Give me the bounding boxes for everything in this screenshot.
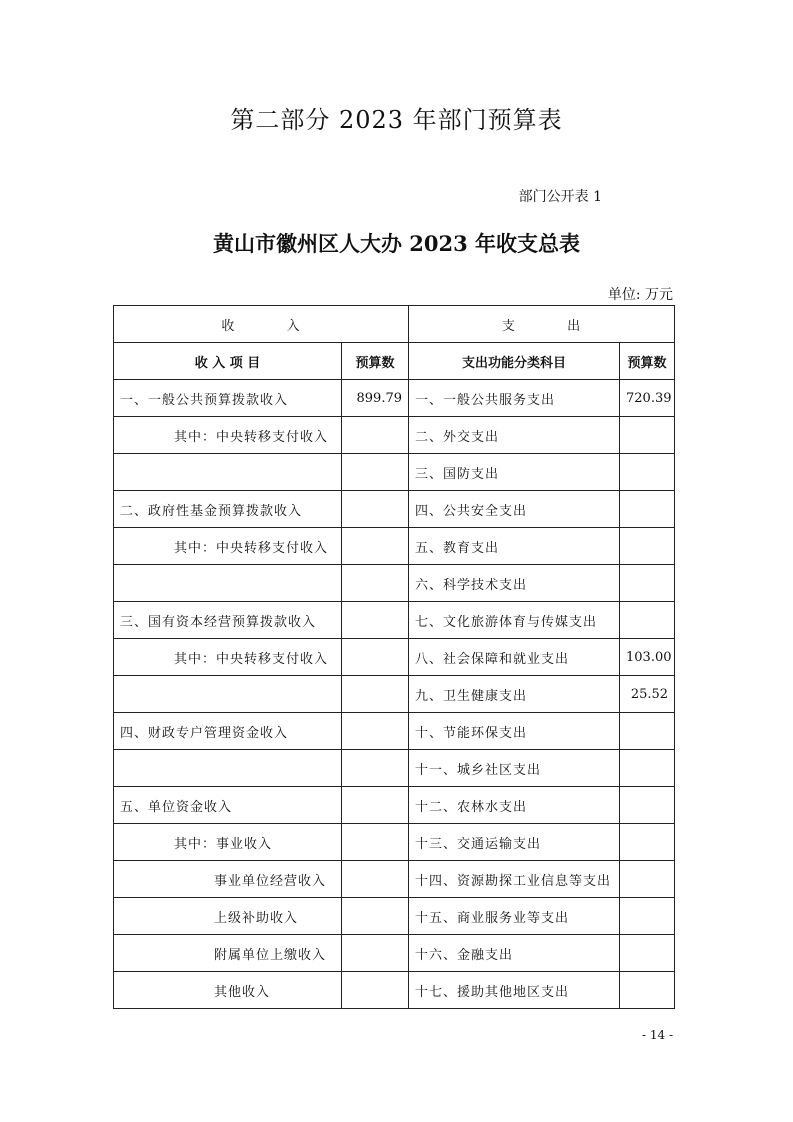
expense-amount-cell (620, 713, 675, 750)
table-row (114, 824, 675, 861)
income-item-cell: 其中：事业收入 (114, 824, 342, 861)
expense-item-cell: 四、公共安全支出 (409, 491, 620, 528)
expense-item-cell: 六、科学技术支出 (409, 565, 620, 602)
income-item-cell (114, 676, 342, 713)
income-amount-cell (342, 602, 409, 639)
part-title: 第二部分 2023 年部门预算表 (230, 106, 563, 134)
expense-amount-cell (620, 454, 675, 491)
table-row (114, 602, 675, 639)
expense-amount-cell (620, 417, 675, 454)
budget-summary-table (113, 305, 675, 1009)
income-amount-cell (342, 417, 409, 454)
income-item-cell (114, 750, 342, 787)
expense-item-cell: 十四、资源勘探工业信息等支出 (409, 861, 620, 898)
income-item-cell: 一、一般公共预算拨款收入 (114, 380, 342, 417)
income-item-cell: 三、国有资本经营预算拨款收入 (114, 602, 342, 639)
document-title: 黄山市徽州区人大办 2023 年收支总表 (212, 231, 581, 256)
table-row (114, 750, 675, 787)
income-item-cell: 五、单位资金收入 (114, 787, 342, 824)
income-amount-cell (342, 528, 409, 565)
table-row (114, 972, 675, 1009)
income-item-cell (114, 454, 342, 491)
expense-amount-cell (620, 861, 675, 898)
expense-amount-cell (620, 602, 675, 639)
income-amount-cell (342, 565, 409, 602)
income-item-cell: 四、财政专户管理资金收入 (114, 713, 342, 750)
expense-item-cell: 十一、城乡社区支出 (409, 750, 620, 787)
expense-item-cell: 十二、农林水支出 (409, 787, 620, 824)
table-row (114, 676, 675, 713)
expense-amount-cell: 103.00 (620, 639, 675, 676)
income-item-cell: 二、政府性基金预算拨款收入 (114, 491, 342, 528)
expense-item-cell: 十五、商业服务业等支出 (409, 898, 620, 935)
unit-label: 单位: 万元 (607, 287, 673, 303)
table-row (114, 380, 675, 417)
expense-amount-cell (620, 787, 675, 824)
expense-amount-cell (620, 898, 675, 935)
income-item-cell: 其中：中央转移支付收入 (114, 639, 342, 676)
table-number: 部门公开表 1 (518, 189, 602, 205)
table-row (114, 491, 675, 528)
income-amount-cell (342, 750, 409, 787)
income-amount-cell (342, 713, 409, 750)
table-row (114, 454, 675, 491)
income-item-header: 收 入 项 目 (114, 343, 342, 380)
income-amount-cell (342, 676, 409, 713)
income-item-cell: 附属单位上缴收入 (114, 935, 342, 972)
expense-item-cell: 三、国防支出 (409, 454, 620, 491)
table-row (114, 713, 675, 750)
page-number: - 14 - (641, 1028, 673, 1042)
income-amount-cell (342, 935, 409, 972)
income-amount-cell (342, 491, 409, 528)
income-amount-cell (342, 787, 409, 824)
income-amount-cell (342, 824, 409, 861)
expense-amount-cell (620, 972, 675, 1009)
expense-item-cell: 五、教育支出 (409, 528, 620, 565)
income-amount-cell: 899.79 (342, 380, 409, 417)
expense-item-cell: 十七、援助其他地区支出 (409, 972, 620, 1009)
expense-item-cell: 九、卫生健康支出 (409, 676, 620, 713)
income-amount-cell (342, 972, 409, 1009)
section-header-row (114, 306, 675, 343)
expense-amount-cell (620, 491, 675, 528)
expense-section-header: 支 出 (409, 306, 675, 343)
income-item-cell: 其中：中央转移支付收入 (114, 417, 342, 454)
income-amount-cell (342, 861, 409, 898)
expense-item-cell: 十六、金融支出 (409, 935, 620, 972)
expense-amount-cell (620, 528, 675, 565)
column-header-row (114, 343, 675, 380)
expense-item-cell: 八、社会保障和就业支出 (409, 639, 620, 676)
table-row (114, 898, 675, 935)
table-row (114, 787, 675, 824)
expense-item-cell: 七、文化旅游体育与传媒支出 (409, 602, 620, 639)
income-amount-cell (342, 639, 409, 676)
table-row (114, 861, 675, 898)
income-item-cell: 其中：中央转移支付收入 (114, 528, 342, 565)
expense-amount-cell (620, 824, 675, 861)
expense-item-cell: 二、外交支出 (409, 417, 620, 454)
income-amount-header: 预算数 (342, 343, 409, 380)
expense-amount-cell (620, 935, 675, 972)
table-row (114, 565, 675, 602)
table-body (114, 380, 675, 1009)
table-row (114, 935, 675, 972)
expense-amount-cell: 720.39 (620, 380, 675, 417)
income-section-header: 收 入 (114, 306, 409, 343)
expense-item-cell: 十三、交通运输支出 (409, 824, 620, 861)
expense-item-header: 支出功能分类科目 (409, 343, 620, 380)
income-item-cell (114, 565, 342, 602)
expense-amount-header: 预算数 (620, 343, 675, 380)
income-amount-cell (342, 454, 409, 491)
table-row (114, 639, 675, 676)
table-row (114, 528, 675, 565)
expense-amount-cell (620, 565, 675, 602)
income-item-cell: 事业单位经营收入 (114, 861, 342, 898)
expense-amount-cell (620, 750, 675, 787)
table-row (114, 417, 675, 454)
expense-amount-cell: 25.52 (620, 676, 675, 713)
income-item-cell: 上级补助收入 (114, 898, 342, 935)
income-amount-cell (342, 898, 409, 935)
expense-item-cell: 十、节能环保支出 (409, 713, 620, 750)
expense-item-cell: 一、一般公共服务支出 (409, 380, 620, 417)
income-item-cell: 其他收入 (114, 972, 342, 1009)
